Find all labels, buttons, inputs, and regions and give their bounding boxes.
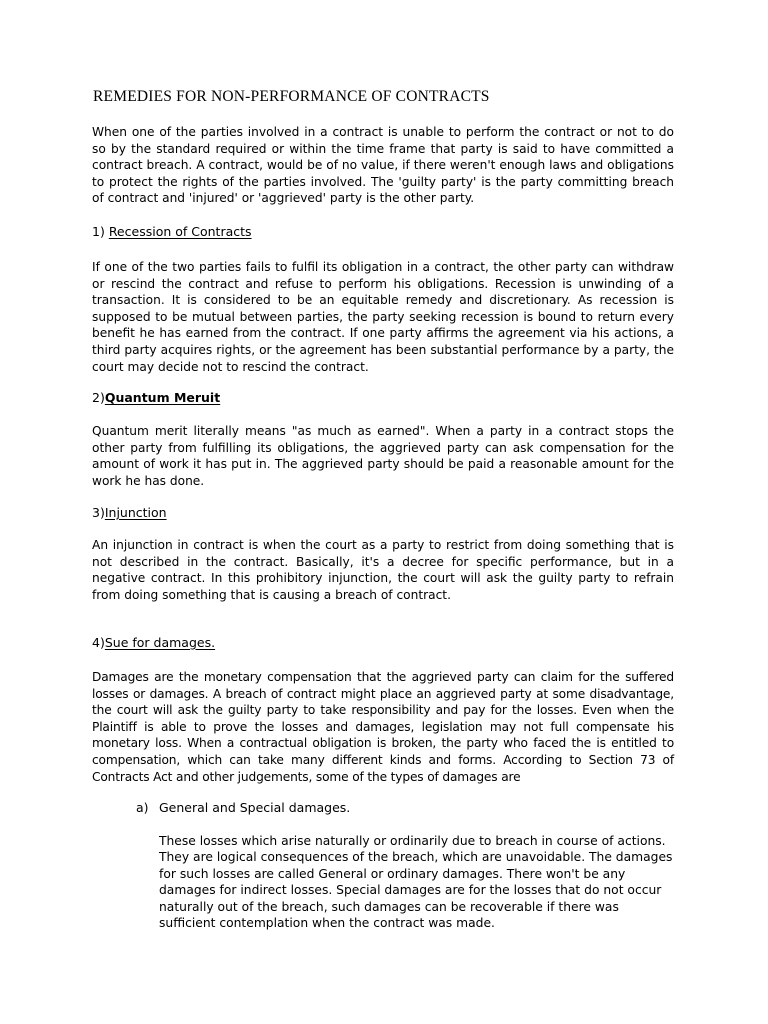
section-3-body: An injunction in contract is when the court as a party to restrict from doing something that is not described in the contract. Basically, it's a decree for specific performance, but in a negative contract. In this prohibitory injunction, the court will ask the guilty party to refrain from doing something that is causing a breach of contract.	[92, 538, 674, 602]
section-1-number: 1)	[92, 224, 109, 239]
section-2-body: Quantum merit literally means "as much as earned". When a party in a contract stops the other party from fulfilling its obligations, the aggrieved party can ask compensation for the amount of work it has put in. The aggrieved party should be paid a reasonable amount for the work he has done.	[92, 424, 674, 488]
section-1-body: If one of the two parties fails to fulfil its obligation in a contract, the other party can withdraw or rescind the contract and refuse to perform his obligations. Recession is unwinding of a transaction. It is considered to be an equitable remedy and discretionary. As recession is supposed to be mutual between parties, the party seeking recession is bound to return every benefit he has earned from the contract. If one party affirms the agreement via his actions, a third party acquires rights, or the agreement has been substantial performance by a party, the court may decide not to rescind the contract.	[92, 260, 674, 374]
section-4-title: Sue for damages.	[104, 635, 216, 650]
subsection-a-heading: General and Special damages.	[159, 800, 351, 815]
section-3-title: Injunction	[104, 505, 167, 520]
section-4-heading	[92, 635, 215, 651]
section-3-number: 3)	[92, 505, 105, 520]
section-3-heading	[92, 505, 167, 521]
section-1-heading	[92, 224, 252, 240]
section-4-number: 4)	[92, 635, 105, 650]
section-2-heading	[92, 390, 220, 406]
intro-paragraph: When one of the parties involved in a contract is unable to perform the contract or not to do so by the standard required or within the time frame that party is said to have committed a contract breach. A contract, would be of no value, if there weren't enough laws and obligations to protect the rights of the parties involved. The 'guilty party' is the party committing breach of contract and 'injured' or 'aggrieved' party is the other party.	[92, 125, 674, 206]
document-title: REMEDIES FOR NON-PERFORMANCE OF CONTRACTS	[93, 88, 490, 105]
subsection-a-body: These losses which arise naturally or ordinarily due to breach in course of actions. They are logical consequences of the breach, which are unavoidable. The damages for such losses are called General or ordinary damages. There won't be any damages for indirect losses. Special damages are for the losses that do not occur naturally out of the breach, such damages can be recoverable if there was sufficient contemplation when the contract was made.	[159, 834, 673, 931]
section-4-body: Damages are the monetary compensation that the aggrieved party can claim for the suffered losses or damages. A breach of contract might place an aggrieved party at some disadvantage, the court will ask the guilty party to take responsibility and pay for the losses. Even when the Plaintiff is able to prove the losses and damages, legislation may not full compensate his monetary loss. When a contractual obligation is broken, the party who faced the is entitled to compensation, which can take many different kinds and forms. According to Section 73 of Contracts Act and other judgements, some of the types of damages are	[92, 670, 674, 784]
subsection-a-marker: a)	[136, 800, 149, 815]
section-2-number: 2)	[92, 390, 105, 405]
section-1-title: Recession of Contracts	[108, 224, 252, 239]
section-2-title: Quantum Meruit	[104, 390, 221, 405]
